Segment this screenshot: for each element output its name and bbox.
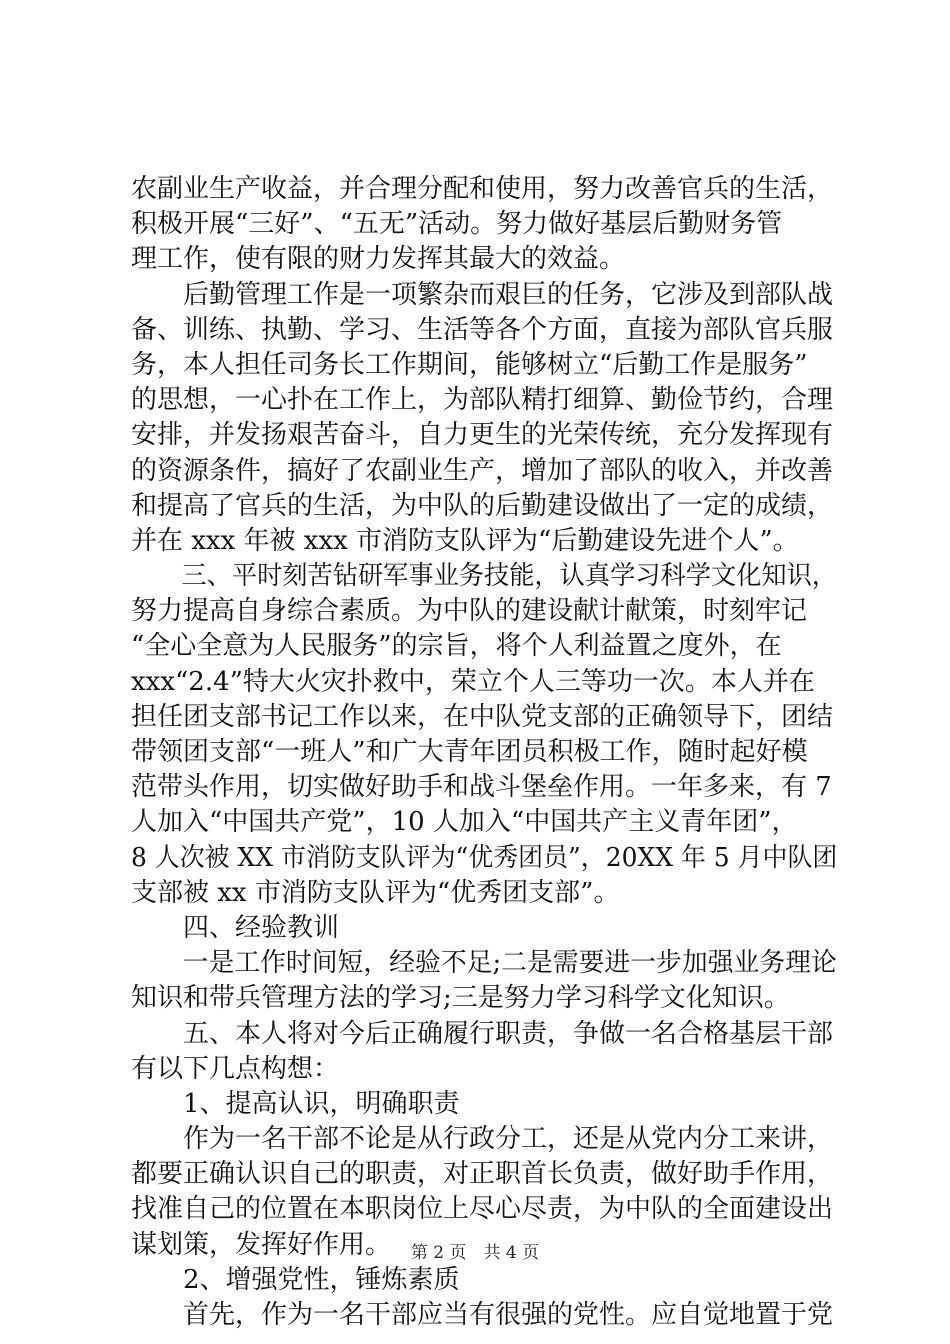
text-line: 并在 xxx 年被 xxx 市消防支队评为“后勤建设先进个人”。	[131, 525, 799, 556]
text-line: 努力提高自身综合素质。为中队的建设献计献策，时刻牢记	[131, 596, 808, 627]
text-line: 知识和带兵管理方法的学习;三是努力学习科学文化知识。	[131, 983, 790, 1014]
text-line: 安排，并发扬艰苦奋斗，自力更生的光荣传统，充分发挥现有	[131, 420, 834, 451]
text-line: 都要正确认识自己的职责，对正职首长负责，做好助手作用，	[131, 1159, 834, 1190]
text-line: 一是工作时间短，经验不足;二是需要进一步加强业务理论	[131, 948, 837, 979]
text-line: 的资源条件，搞好了农副业生产，增加了部队的收入，并改善	[131, 455, 834, 486]
text-line: xxx“2.4”特大火灾扑救中，荣立个人三等功一次。本人并在	[131, 666, 815, 697]
page-footer: 第 2 页 共 4 页	[410, 1243, 540, 1263]
text-line: 三、平时刻苦钻研军事业务技能，认真学习科学文化知识，	[131, 561, 838, 592]
text-line: 后勤管理工作是一项繁杂而艰巨的任务，它涉及到部队战	[131, 279, 834, 310]
text-line: 五、本人将对今后正确履行职责，争做一名合格基层干部	[131, 1018, 834, 1049]
text-line: 2、增强党性，锤炼素质	[131, 1264, 460, 1295]
text-line: 找准自己的位置在本职岗位上尽心尽责，为中队的全面建设出	[131, 1194, 834, 1225]
text-line: 农副业生产收益，并合理分配和使用，努力改善官兵的生活，	[131, 174, 834, 204]
body-text	[131, 172, 837, 1333]
text-line: 谋划策，发挥好作用。	[131, 1229, 392, 1260]
text-line: 四、经验教训	[131, 912, 340, 943]
text-line: 备、训练、执勤、学习、生活等各个方面，直接为部队官兵服	[131, 314, 834, 345]
text-line: 担任团支部书记工作以来，在中队党支部的正确领导下，团结	[131, 701, 834, 732]
text-line: 的思想，一心扑在工作上，为部队精打细算、勤俭节约，合理	[131, 385, 834, 416]
text-line: 首先，作为一名干部应当有很强的党性。应自觉地置于党	[131, 1300, 834, 1330]
text-line: 带领团支部“一班人”和广大青年团员积极工作，随时起好模	[131, 737, 808, 767]
text-line: 和提高了官兵的生活，为中队的后勤建设做出了一定的成绩，	[131, 490, 834, 521]
text-line: “全心全意为人民服务”的宗旨，将个人利益置之度外，在	[131, 631, 782, 662]
text-line: 积极开展“三好”、“五无”活动。努力做好基层后勤财务管	[131, 209, 783, 240]
text-line: 人加入“中国共产党”，10 人加入“中国共产主义青年团”，	[131, 807, 798, 838]
text-line: 理工作，使有限的财力发挥其最大的效益。	[131, 244, 626, 275]
text-line: 1、提高认识，明确职责	[131, 1088, 460, 1119]
text-line: 作为一名干部不论是从行政分工，还是从党内分工来讲，	[131, 1124, 834, 1155]
text-line: 范带头作用，切实做好助手和战斗堡垒作用。一年多来，有 7	[131, 772, 832, 803]
text-line: 支部被 xx 市消防支队评为“优秀团支部”。	[131, 877, 620, 908]
text-line: 务，本人担任司务长工作期间，能够树立“后勤工作是服务”	[131, 349, 808, 380]
text-line: 有以下几点构想：	[131, 1053, 340, 1084]
text-line: 8 人次被 XX 市消防支队评为“优秀团员”，20XX 年 5 月中队团	[131, 842, 838, 873]
